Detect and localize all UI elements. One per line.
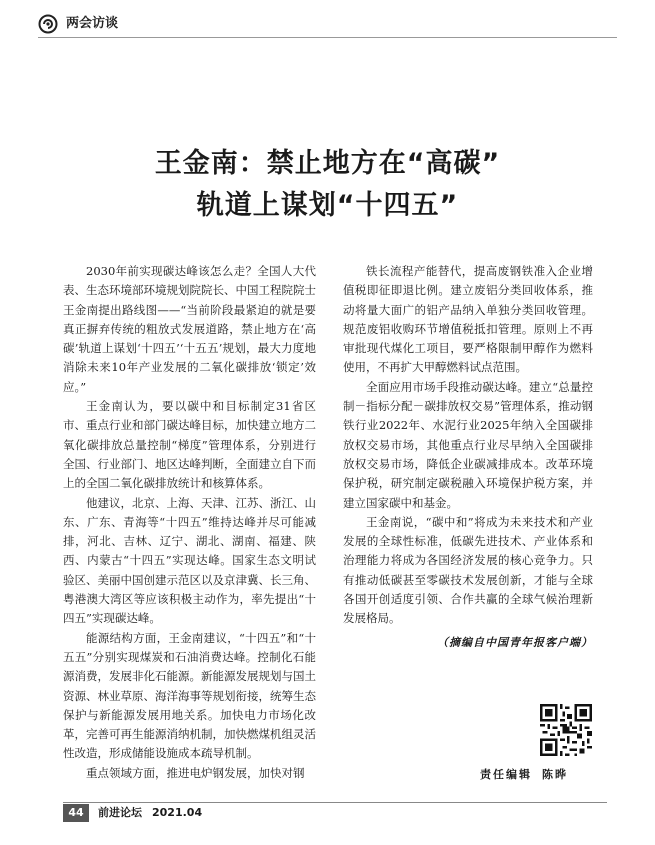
- paragraph: 王金南认为，要以碳中和目标制定31省区市、重点行业和部门碳达峰目标，加快建立地方二氧化碳排放总量控制“梯度”管理体系，分别进行全国、行业部门、地区达峰判断，全面建立自下而上的全国二氧化碳排放统计和核算体系。: [63, 399, 316, 491]
- circle-logo-icon: [38, 14, 58, 34]
- page-number-badge: 44: [63, 804, 89, 822]
- paragraph: 全面应用市场手段推动碳达峰。建立“总量控制－指标分配－碳排放权交易”管理体系，推动钢铁行业2022年、水泥行业2025年纳入全国碳排放权交易市场，其他重点行业尽早纳入全国碳排放权交易市场，降低企业碳减排成本。改革环境保护税，研究制定碳税融入环境保护税方案，并建立国家碳中和基金。: [343, 379, 593, 510]
- article-title-line-1: 王金南：禁止地方在“高碳”: [154, 148, 501, 179]
- editor-name: 陈晔: [542, 768, 568, 781]
- left-text-column: [63, 262, 316, 783]
- editor-label: 责任编辑: [480, 768, 532, 781]
- issue-date: 2021.04: [152, 806, 203, 819]
- page-header: [0, 0, 655, 40]
- article-title-line-2: 轨道上谋划“十四五”: [196, 190, 459, 221]
- header-divider: [38, 37, 617, 38]
- paragraph: 2030年前实现碳达峰该怎么走？全国人大代表、生态环境部环境规划院院长、中国工程院院士王金南提出路线图——“当前阶段最紧迫的就是要真正摒弃传统的粗放式发展道路，禁止地方在‘高碳’轨道上谋划‘十四五’‘十五五’规划，最大力度地消除未来10年产业发展的二氧化碳排放‘锁定’效应。”: [63, 264, 316, 394]
- paragraph: 能源结构方面，王金南建议，“十四五”和“十五五”分别实现煤炭和石油消费达峰。控制化石能源消费，发展非化石能源。新能源发展规划与国土资源、林业草原、海洋海事等规划衔接，统筹生态保护与新能源发展用地关系。加快电力市场化改革，完善可再生能源消纳机制，加快燃煤机组灵活性改造，形成储能设施成本疏导机制。: [63, 630, 316, 761]
- section-label: 两会访谈: [66, 16, 119, 31]
- magazine-name: 前进论坛: [98, 806, 142, 819]
- right-text-column: [343, 262, 593, 629]
- paragraph: 王金南说，“碳中和”将成为未来技术和产业发展的全球性标准，低碳先进技术、产业体系和治理能力将成为各国经济发展的核心竞争力。只有推动低碳甚至零碳技术发展创新，才能与全球各国开创适度引领、合作共赢的全球气候治理新发展格局。: [343, 514, 593, 626]
- paragraph: 铁长流程产能替代，提高废钢铁准入企业增值税即征即退比例。建立废铝分类回收体系，推动将量大面广的铝产品纳入单独分类回收管理。规范废铝收购环节增值税抵扣管理。原则上不再审批现代煤化工项目，要严格限制甲醇作为燃料使用，不再扩大甲醇燃料试点范围。: [343, 264, 593, 375]
- source-note: （摘编自中国青年报客户端）: [437, 636, 593, 649]
- qr-code-icon: [540, 704, 592, 756]
- editor-credit: [480, 766, 568, 782]
- footer-divider: [63, 802, 607, 803]
- paragraph: 重点领域方面，推进电炉钢发展，加快对钢: [86, 765, 305, 780]
- paragraph: 他建议，北京、上海、天津、江苏、浙江、山东、广东、青海等“十四五”维持达峰并尽可能减排，河北、吉林、辽宁、湖北、湖南、福建、陕西、内蒙古“十四五”实现达峰。国家生态文明试验区、美丽中国创建示范区以及京津冀、长三角、粤港澳大湾区等应该积极主动作为，率先提出“十四五”实现碳达峰。: [63, 495, 316, 626]
